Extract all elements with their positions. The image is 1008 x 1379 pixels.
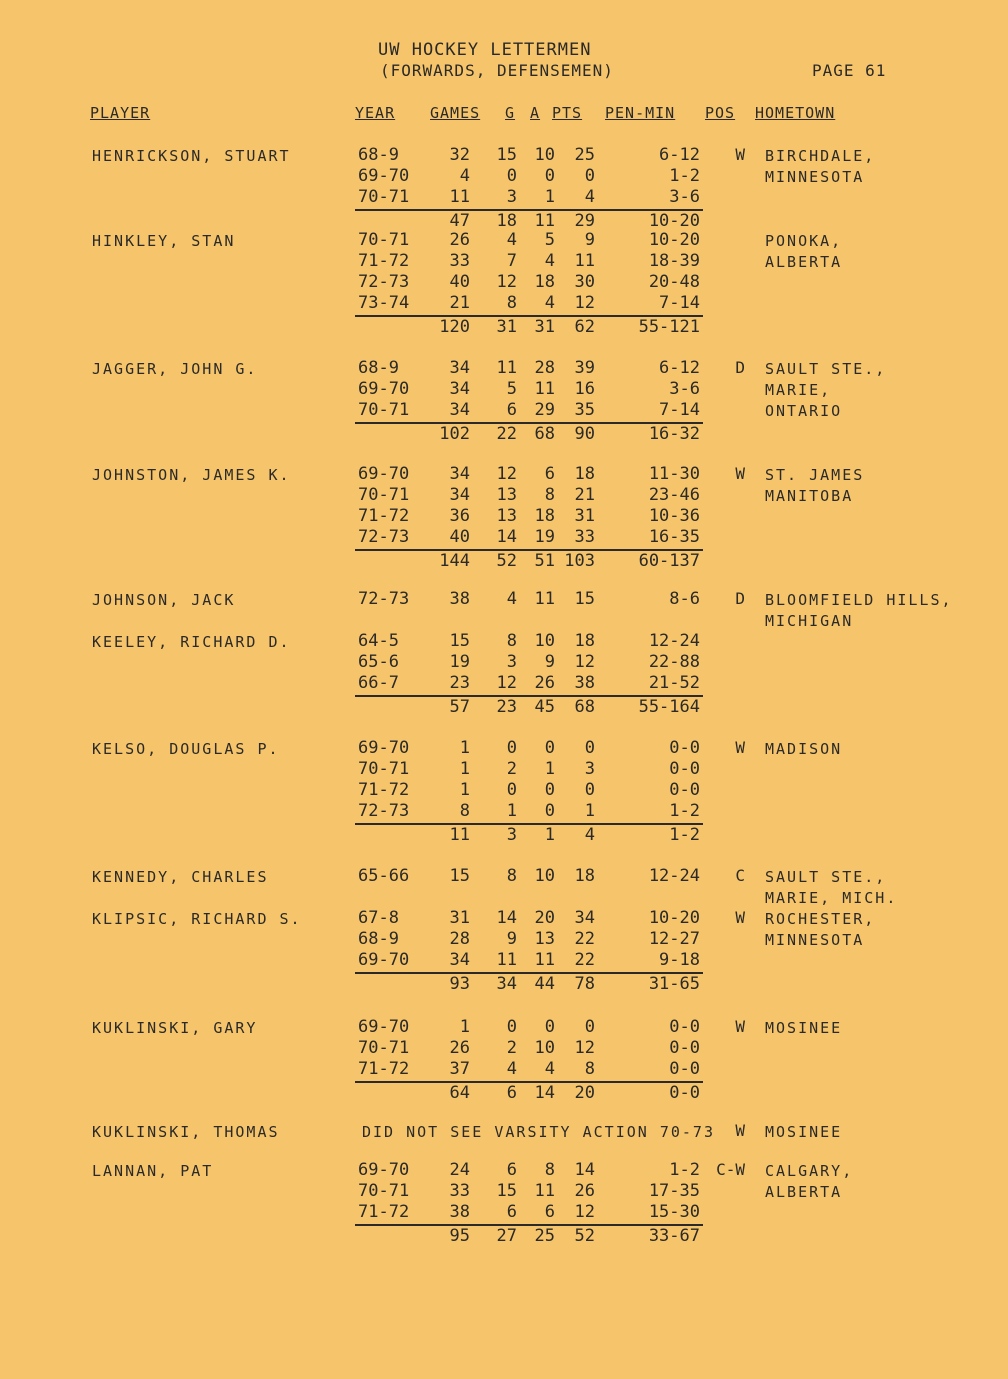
stat-pen: 0-0 — [669, 759, 700, 779]
stat-a: 29 — [534, 400, 555, 420]
stat-year: 70-71 — [358, 230, 410, 250]
player-note: DID NOT SEE VARSITY ACTION 70-73 — [362, 1123, 715, 1141]
stat-a: 11 — [534, 589, 555, 609]
stat-g: 3 — [506, 652, 517, 672]
player-hometown-line: MINNESOTA — [765, 168, 865, 186]
stat-year: 70-71 — [358, 759, 410, 779]
player-hometown-line: ONTARIO — [765, 402, 843, 420]
player-hometown-line: SAULT STE., — [765, 868, 887, 886]
stat-pen: 10-20 — [648, 230, 700, 250]
stat-pen: 22-88 — [648, 652, 700, 672]
stat-a: 4 — [544, 293, 555, 313]
player-name: KUKLINSKI, THOMAS — [92, 1123, 280, 1141]
stat-games: 8 — [459, 801, 470, 821]
stat-year: 72-73 — [358, 272, 410, 292]
player-hometown-line: MOSINEE — [765, 1019, 843, 1037]
stat-a: 6 — [544, 1202, 555, 1222]
stat-games: 40 — [449, 527, 470, 547]
total-pen: 60-137 — [638, 551, 700, 571]
stat-pts: 38 — [574, 673, 595, 693]
stat-pen: 10-20 — [648, 908, 700, 928]
stat-games: 21 — [449, 293, 470, 313]
stat-games: 37 — [449, 1059, 470, 1079]
stat-pen: 0-0 — [669, 780, 700, 800]
column-header-pos: POS — [705, 104, 736, 122]
stat-pen: 8-6 — [669, 589, 700, 609]
player-position: W — [735, 464, 745, 483]
stat-g: 6 — [506, 400, 517, 420]
stat-year: 72-73 — [358, 589, 410, 609]
stat-pts: 31 — [574, 506, 595, 526]
column-header-year: YEAR — [355, 104, 396, 122]
stat-games: 1 — [459, 1017, 470, 1037]
stat-a: 1 — [544, 187, 555, 207]
stat-pts: 0 — [584, 780, 595, 800]
stat-a: 6 — [544, 464, 555, 484]
stat-games: 38 — [449, 1202, 470, 1222]
total-pts: 62 — [574, 317, 595, 337]
stat-year: 70-71 — [358, 187, 410, 207]
stat-games: 34 — [449, 485, 470, 505]
stat-pen: 11-30 — [648, 464, 700, 484]
stat-pts: 35 — [574, 400, 595, 420]
total-pen: 10-20 — [648, 211, 700, 231]
stat-pen: 7-14 — [659, 400, 700, 420]
player-name: JOHNSTON, JAMES K. — [92, 466, 291, 484]
stat-pts: 9 — [584, 230, 595, 250]
stat-a: 0 — [544, 166, 555, 186]
stat-pen: 1-2 — [669, 801, 700, 821]
stat-pts: 0 — [584, 166, 595, 186]
stat-pts: 0 — [584, 1017, 595, 1037]
stat-pts: 12 — [574, 1202, 595, 1222]
stat-a: 5 — [544, 230, 555, 250]
total-a: 68 — [534, 424, 555, 444]
stat-a: 0 — [544, 1017, 555, 1037]
player-hometown-line: MANITOBA — [765, 487, 854, 505]
stat-year: 69-70 — [358, 950, 410, 970]
stat-pts: 18 — [574, 866, 595, 886]
total-pts: 52 — [574, 1226, 595, 1246]
stat-games: 32 — [449, 145, 470, 165]
stat-year: 69-70 — [358, 379, 410, 399]
player-position: W — [735, 908, 745, 927]
stat-pen: 12-24 — [648, 631, 700, 651]
stat-g: 4 — [506, 589, 517, 609]
total-a: 25 — [534, 1226, 555, 1246]
stat-a: 19 — [534, 527, 555, 547]
column-header-a: A — [530, 104, 541, 122]
stat-a: 8 — [544, 485, 555, 505]
player-hometown-line: MARIE, — [765, 381, 832, 399]
stat-year: 65-6 — [358, 652, 399, 672]
stat-games: 34 — [449, 950, 470, 970]
player-hometown-line: MICHIGAN — [765, 612, 854, 630]
stat-a: 1 — [544, 759, 555, 779]
stat-a: 0 — [544, 738, 555, 758]
stat-g: 13 — [496, 485, 517, 505]
stat-year: 66-7 — [358, 673, 399, 693]
total-pen: 55-121 — [638, 317, 700, 337]
stat-pts: 25 — [574, 145, 595, 165]
player-name: KLIPSIC, RICHARD S. — [92, 910, 302, 928]
player-position: W — [735, 1017, 745, 1036]
stat-pen: 0-0 — [669, 1017, 700, 1037]
stat-g: 14 — [496, 527, 517, 547]
stat-pts: 34 — [574, 908, 595, 928]
stat-year: 71-72 — [358, 1202, 410, 1222]
stat-year: 71-72 — [358, 780, 410, 800]
player-hometown-line: PONOKA, — [765, 232, 843, 250]
total-games: 102 — [439, 424, 470, 444]
stat-a: 13 — [534, 929, 555, 949]
stat-year: 69-70 — [358, 166, 410, 186]
total-pts: 90 — [574, 424, 595, 444]
player-position: D — [735, 589, 745, 608]
stat-g: 4 — [506, 230, 517, 250]
stat-a: 11 — [534, 1181, 555, 1201]
player-name: JAGGER, JOHN G. — [92, 360, 258, 378]
stat-a: 10 — [534, 866, 555, 886]
total-games: 144 — [439, 551, 470, 571]
stat-year: 68-9 — [358, 358, 399, 378]
total-pts: 4 — [584, 825, 595, 845]
stat-pen: 20-48 — [648, 272, 700, 292]
stat-pts: 12 — [574, 293, 595, 313]
stat-pen: 15-30 — [648, 1202, 700, 1222]
stat-g: 15 — [496, 1181, 517, 1201]
player-name: HINKLEY, STAN — [92, 232, 236, 250]
stat-games: 1 — [459, 738, 470, 758]
total-games: 95 — [449, 1226, 470, 1246]
total-g: 22 — [496, 424, 517, 444]
stat-pts: 4 — [584, 187, 595, 207]
total-g: 27 — [496, 1226, 517, 1246]
stat-games: 34 — [449, 464, 470, 484]
total-games: 57 — [449, 697, 470, 717]
player-name: LANNAN, PAT — [92, 1162, 214, 1180]
stat-a: 26 — [534, 673, 555, 693]
stat-g: 8 — [506, 631, 517, 651]
stat-g: 5 — [506, 379, 517, 399]
stat-g: 11 — [496, 950, 517, 970]
stat-a: 9 — [544, 652, 555, 672]
column-header-pts: PTS — [552, 104, 583, 122]
stat-a: 11 — [534, 950, 555, 970]
stat-year: 64-5 — [358, 631, 399, 651]
stat-g: 8 — [506, 293, 517, 313]
stat-a: 0 — [544, 780, 555, 800]
stat-games: 33 — [449, 1181, 470, 1201]
stat-pen: 7-14 — [659, 293, 700, 313]
stat-a: 10 — [534, 145, 555, 165]
column-header-g: G — [505, 104, 516, 122]
stat-games: 26 — [449, 1038, 470, 1058]
stat-games: 23 — [449, 673, 470, 693]
stat-pts: 22 — [574, 950, 595, 970]
stat-g: 12 — [496, 272, 517, 292]
stat-g: 15 — [496, 145, 517, 165]
stat-a: 18 — [534, 506, 555, 526]
stat-games: 15 — [449, 631, 470, 651]
stat-year: 71-72 — [358, 251, 410, 271]
stat-pts: 15 — [574, 589, 595, 609]
stat-a: 8 — [544, 1160, 555, 1180]
stat-year: 68-9 — [358, 929, 399, 949]
stat-pen: 21-52 — [648, 673, 700, 693]
stat-games: 4 — [459, 166, 470, 186]
stat-g: 14 — [496, 908, 517, 928]
stat-pen: 10-36 — [648, 506, 700, 526]
stat-year: 69-70 — [358, 464, 410, 484]
stat-a: 10 — [534, 1038, 555, 1058]
stat-pts: 33 — [574, 527, 595, 547]
total-a: 14 — [534, 1083, 555, 1103]
stat-pen: 18-39 — [648, 251, 700, 271]
stat-g: 1 — [506, 801, 517, 821]
stat-pts: 26 — [574, 1181, 595, 1201]
stat-g: 0 — [506, 738, 517, 758]
total-a: 51 — [534, 551, 555, 571]
stat-pts: 21 — [574, 485, 595, 505]
stat-year: 72-73 — [358, 527, 410, 547]
stat-games: 34 — [449, 379, 470, 399]
stat-year: 71-72 — [358, 506, 410, 526]
player-name: KEELEY, RICHARD D. — [92, 633, 291, 651]
total-pen: 16-32 — [648, 424, 700, 444]
total-games: 93 — [449, 974, 470, 994]
stat-pts: 11 — [574, 251, 595, 271]
stat-g: 9 — [506, 929, 517, 949]
stat-g: 4 — [506, 1059, 517, 1079]
stat-pen: 1-2 — [669, 166, 700, 186]
player-name: KELSO, DOUGLAS P. — [92, 740, 280, 758]
total-pen: 1-2 — [669, 825, 700, 845]
total-g: 6 — [506, 1083, 517, 1103]
stat-year: 67-8 — [358, 908, 399, 928]
stat-pts: 8 — [584, 1059, 595, 1079]
stat-year: 70-71 — [358, 1181, 410, 1201]
player-name: JOHNSON, JACK — [92, 591, 236, 609]
stat-g: 11 — [496, 358, 517, 378]
stat-pen: 6-12 — [659, 358, 700, 378]
player-position: W — [735, 145, 745, 164]
stat-pts: 30 — [574, 272, 595, 292]
stat-games: 33 — [449, 251, 470, 271]
stat-g: 12 — [496, 673, 517, 693]
stat-pts: 1 — [584, 801, 595, 821]
stat-games: 36 — [449, 506, 470, 526]
stat-a: 0 — [544, 801, 555, 821]
stat-g: 0 — [506, 1017, 517, 1037]
player-hometown-line: ROCHESTER, — [765, 910, 876, 928]
stat-a: 20 — [534, 908, 555, 928]
stat-year: 70-71 — [358, 485, 410, 505]
stat-a: 4 — [544, 1059, 555, 1079]
stat-a: 28 — [534, 358, 555, 378]
stat-year: 71-72 — [358, 1059, 410, 1079]
player-hometown-line: ST. JAMES — [765, 466, 865, 484]
total-pen: 33-67 — [648, 1226, 700, 1246]
stat-games: 34 — [449, 358, 470, 378]
stat-pen: 0-0 — [669, 1059, 700, 1079]
total-g: 18 — [496, 211, 517, 231]
stat-games: 40 — [449, 272, 470, 292]
stat-g: 6 — [506, 1202, 517, 1222]
stat-a: 18 — [534, 272, 555, 292]
total-a: 31 — [534, 317, 555, 337]
stat-pen: 0-0 — [669, 1038, 700, 1058]
player-name: HENRICKSON, STUART — [92, 147, 291, 165]
stat-pen: 17-35 — [648, 1181, 700, 1201]
stat-pts: 16 — [574, 379, 595, 399]
stat-pts: 18 — [574, 631, 595, 651]
player-position: W — [735, 738, 745, 757]
stat-games: 19 — [449, 652, 470, 672]
stat-pts: 12 — [574, 1038, 595, 1058]
stat-g: 2 — [506, 1038, 517, 1058]
player-position: W — [735, 1121, 745, 1140]
player-position: D — [735, 358, 745, 377]
stat-games: 31 — [449, 908, 470, 928]
stat-g: 7 — [506, 251, 517, 271]
stat-g: 2 — [506, 759, 517, 779]
stat-pts: 22 — [574, 929, 595, 949]
stat-g: 3 — [506, 187, 517, 207]
column-header-player: PLAYER — [90, 104, 151, 122]
stat-a: 11 — [534, 379, 555, 399]
player-hometown-line: MINNESOTA — [765, 931, 865, 949]
stat-pen: 23-46 — [648, 485, 700, 505]
stat-g: 6 — [506, 1160, 517, 1180]
total-a: 45 — [534, 697, 555, 717]
stat-games: 11 — [449, 187, 470, 207]
stat-games: 34 — [449, 400, 470, 420]
stat-g: 8 — [506, 866, 517, 886]
stat-year: 69-70 — [358, 1017, 410, 1037]
total-g: 31 — [496, 317, 517, 337]
stat-year: 70-71 — [358, 400, 410, 420]
player-hometown-line: MARIE, MICH. — [765, 889, 898, 907]
stat-pen: 16-35 — [648, 527, 700, 547]
total-games: 47 — [449, 211, 470, 231]
player-name: KENNEDY, CHARLES — [92, 868, 269, 886]
stat-a: 4 — [544, 251, 555, 271]
stat-year: 72-73 — [358, 801, 410, 821]
total-g: 52 — [496, 551, 517, 571]
stat-pen: 0-0 — [669, 738, 700, 758]
total-a: 11 — [534, 211, 555, 231]
player-name: KUKLINSKI, GARY — [92, 1019, 258, 1037]
stat-pts: 12 — [574, 652, 595, 672]
total-games: 120 — [439, 317, 470, 337]
page-title: UW HOCKEY LETTERMEN — [378, 40, 592, 60]
total-games: 64 — [449, 1083, 470, 1103]
stat-games: 15 — [449, 866, 470, 886]
stat-year: 65-66 — [358, 866, 410, 886]
stat-games: 24 — [449, 1160, 470, 1180]
stat-pts: 14 — [574, 1160, 595, 1180]
stat-g: 12 — [496, 464, 517, 484]
total-pen: 0-0 — [669, 1083, 700, 1103]
total-pts: 20 — [574, 1083, 595, 1103]
total-g: 23 — [496, 697, 517, 717]
column-header-games: GAMES — [430, 104, 481, 122]
player-hometown-line: BLOOMFIELD HILLS, — [765, 591, 953, 609]
stat-games: 1 — [459, 759, 470, 779]
column-header-pen-min: PEN-MIN — [605, 104, 676, 122]
total-pts: 103 — [564, 551, 595, 571]
player-hometown-line: ALBERTA — [765, 1183, 843, 1201]
stat-pts: 3 — [584, 759, 595, 779]
total-pen: 55-164 — [638, 697, 700, 717]
stat-year: 70-71 — [358, 1038, 410, 1058]
stat-pen: 3-6 — [669, 379, 700, 399]
total-g: 3 — [506, 825, 517, 845]
stat-year: 69-70 — [358, 738, 410, 758]
stat-a: 10 — [534, 631, 555, 651]
player-hometown-line: ALBERTA — [765, 253, 843, 271]
total-pen: 31-65 — [648, 974, 700, 994]
stat-pen: 6-12 — [659, 145, 700, 165]
player-hometown-line: SAULT STE., — [765, 360, 887, 378]
total-pts: 68 — [574, 697, 595, 717]
total-pts: 78 — [574, 974, 595, 994]
stat-year: 69-70 — [358, 1160, 410, 1180]
stat-games: 1 — [459, 780, 470, 800]
stat-year: 68-9 — [358, 145, 399, 165]
total-pts: 29 — [574, 211, 595, 231]
player-hometown-line: MOSINEE — [765, 1123, 843, 1141]
stat-games: 38 — [449, 589, 470, 609]
total-a: 1 — [544, 825, 555, 845]
stat-g: 13 — [496, 506, 517, 526]
player-hometown-line: MADISON — [765, 740, 843, 758]
stat-games: 26 — [449, 230, 470, 250]
stat-pts: 39 — [574, 358, 595, 378]
stat-pts: 0 — [584, 738, 595, 758]
player-position: C-W — [716, 1160, 745, 1179]
stat-pen: 3-6 — [669, 187, 700, 207]
stat-pen: 12-27 — [648, 929, 700, 949]
total-a: 44 — [534, 974, 555, 994]
total-games: 11 — [449, 825, 470, 845]
stat-pen: 9-18 — [659, 950, 700, 970]
stat-pen: 1-2 — [669, 1160, 700, 1180]
stat-pen: 12-24 — [648, 866, 700, 886]
stat-games: 28 — [449, 929, 470, 949]
total-g: 34 — [496, 974, 517, 994]
stat-pts: 18 — [574, 464, 595, 484]
stat-year: 73-74 — [358, 293, 410, 313]
column-header-hometown: HOMETOWN — [755, 104, 836, 122]
stat-g: 0 — [506, 780, 517, 800]
player-hometown-line: CALGARY, — [765, 1162, 854, 1180]
page-number: PAGE 61 — [812, 61, 887, 80]
page-subtitle: (FORWARDS, DEFENSEMEN) — [380, 61, 614, 80]
player-position: C — [735, 866, 745, 885]
stat-g: 0 — [506, 166, 517, 186]
player-hometown-line: BIRCHDALE, — [765, 147, 876, 165]
